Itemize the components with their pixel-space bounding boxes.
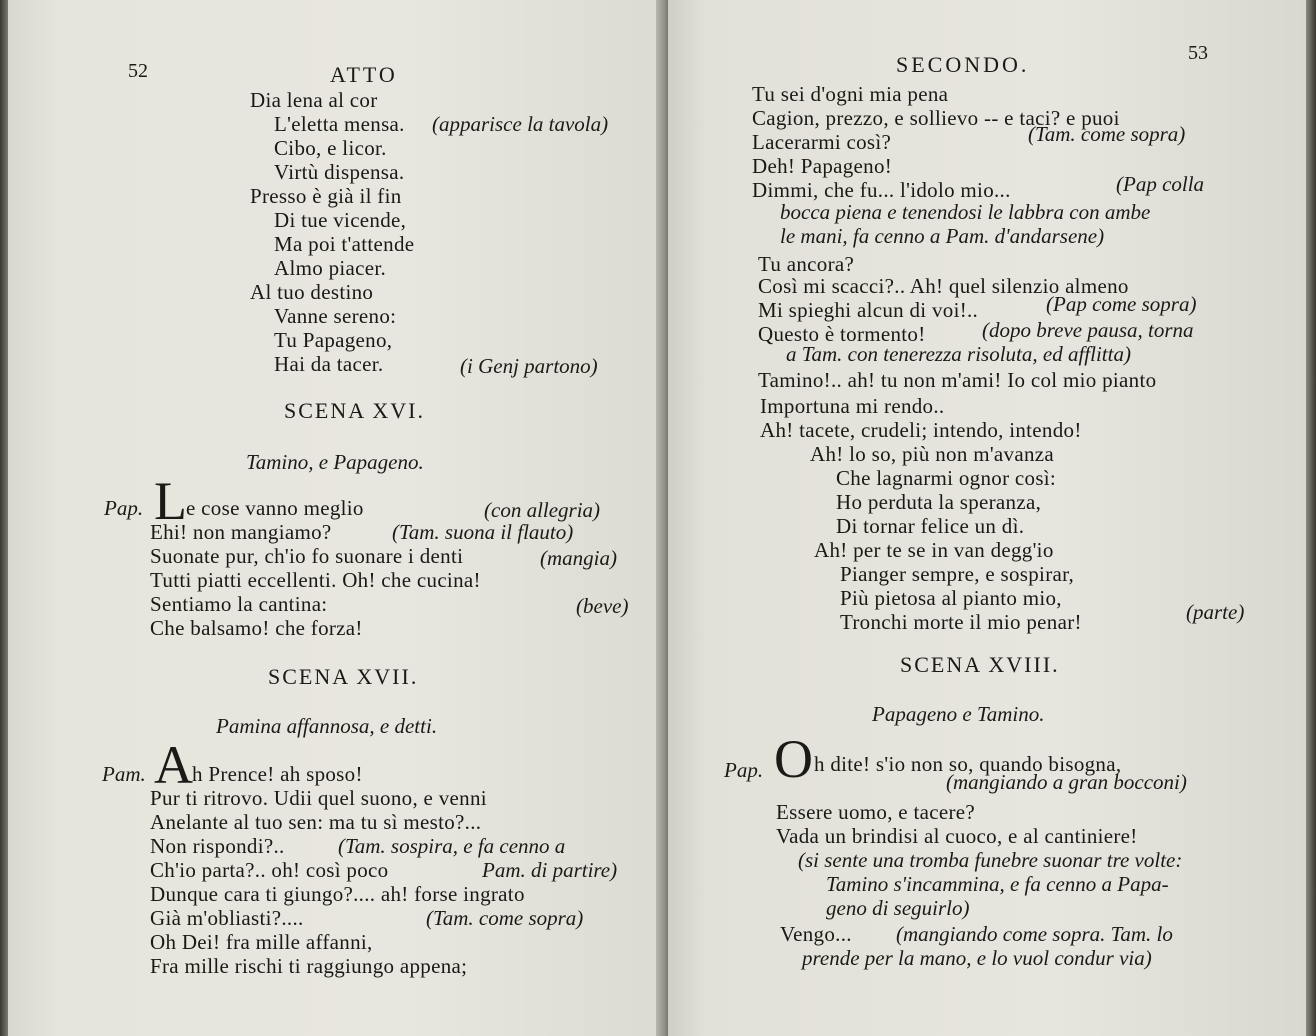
dialogue-line: Cagion, prezzo, e sollievo -- e taci? e puoi xyxy=(752,106,1120,130)
right-page xyxy=(668,0,1308,1036)
dialogue-line: Ehi! non mangiamo? xyxy=(150,520,332,544)
stage-direction: a Tam. con tenerezza risoluta, ed afflitta) xyxy=(786,342,1131,366)
dialogue-line: Tamino!.. ah! tu non m'ami! Io col mio pianto xyxy=(758,368,1157,392)
verse-line: Vanne sereno: xyxy=(274,304,397,328)
verse-line: Cibo, e licor. xyxy=(274,136,387,160)
dialogue-line: Così mi scacci?.. Ah! quel silenzio almeno xyxy=(758,274,1129,298)
dialogue-line: Questo è tormento! xyxy=(758,322,926,346)
dialogue-line: Suonate pur, ch'io fo suonare i denti xyxy=(150,544,464,568)
dialogue-line: Ch'io parta?.. oh! così poco xyxy=(150,858,389,882)
speaker-label: Pam. xyxy=(102,762,146,786)
stage-direction: (con allegria) xyxy=(484,498,601,522)
dialogue-line: Vengo... xyxy=(780,922,852,946)
verse-line: Virtù dispensa. xyxy=(274,160,405,184)
verse-line: Ah! per te se in van degg'io xyxy=(814,538,1054,562)
verse-line: Tu Papageno, xyxy=(274,328,393,352)
stage-direction: (si sente una tromba funebre suonar tre volte: xyxy=(798,848,1183,872)
verse-line: Ma poi t'attende xyxy=(274,232,415,256)
stage-direction: (Tam. come sopra) xyxy=(1028,122,1186,146)
stage-direction: Tamino s'incammina, e fa cenno a Papa- xyxy=(826,872,1169,896)
verse-line: Di tornar felice un dì. xyxy=(836,514,1025,538)
scene-characters: Tamino, e Papageno. xyxy=(246,450,424,474)
dialogue-line: Tutti piatti eccellenti. Oh! che cucina! xyxy=(150,568,481,592)
dialogue-line: Pur ti ritrovo. Udii quel suono, e venni xyxy=(150,786,487,810)
verse-line: Al tuo destino xyxy=(250,280,374,304)
dialogue-line: Tu sei d'ogni mia pena xyxy=(752,82,949,106)
dialogue-line: Deh! Papageno! xyxy=(752,154,893,178)
drop-cap: L xyxy=(154,471,187,531)
stage-direction: (Pap come sopra) xyxy=(1046,292,1197,316)
dialogue-line: Che balsamo! che forza! xyxy=(150,616,363,640)
stage-direction: geno di seguirlo) xyxy=(826,896,970,920)
scene-title: SCENA XVII. xyxy=(268,664,419,689)
stage-direction: (Tam. come sopra) xyxy=(426,906,584,930)
drop-cap: O xyxy=(774,729,813,789)
dialogue-line: Già m'obliasti?.... xyxy=(150,906,304,930)
dialogue-line: Importuna mi rendo.. xyxy=(760,394,945,418)
stage-direction: (mangiando a gran bocconi) xyxy=(946,770,1187,794)
stage-direction: (apparisce la tavola) xyxy=(432,112,609,136)
verse-line: Che lagnarmi ognor così: xyxy=(836,466,1057,490)
dialogue-line: Oh Dei! fra mille affanni, xyxy=(150,930,373,954)
verse-line: Dia lena al cor xyxy=(250,88,378,112)
dialogue-line: e cose vanno meglio xyxy=(186,496,364,520)
dialogue-line: h Prence! ah sposo! xyxy=(192,762,363,786)
stage-direction: (Pap colla xyxy=(1116,172,1205,196)
verse-line: Di tue vicende, xyxy=(274,208,407,232)
book-edge-right xyxy=(1306,0,1316,1036)
speaker-label: Pap. xyxy=(724,758,764,782)
drop-cap: A xyxy=(154,735,193,795)
speaker-label: Pap. xyxy=(104,496,144,520)
stage-direction: (dopo breve pausa, torna xyxy=(982,318,1194,342)
dialogue-line: Fra mille rischi ti raggiungo appena; xyxy=(150,954,468,978)
stage-direction: le mani, fa cenno a Pam. d'andarsene) xyxy=(780,224,1105,248)
stage-direction: (beve) xyxy=(576,594,629,618)
scene-title: SCENA XVI. xyxy=(284,398,426,423)
stage-direction: Pam. di partire) xyxy=(482,858,618,882)
verse-line: L'eletta mensa. xyxy=(274,112,405,136)
dialogue-line: h dite! s'io non so, quando bisogna, xyxy=(814,752,1122,776)
dialogue-line: Mi spieghi alcun di voi!.. xyxy=(758,298,979,322)
stage-direction: (Tam. sospira, e fa cenno a xyxy=(338,834,566,858)
verse-line: Hai da tacer. xyxy=(274,352,384,376)
dialogue-line: Essere uomo, e tacere? xyxy=(776,800,975,824)
dialogue-line: Vada un brindisi al cuoco, e al cantiniere! xyxy=(776,824,1138,848)
stage-direction: (mangia) xyxy=(540,546,617,570)
scene-characters: Papageno e Tamino. xyxy=(872,702,1045,726)
scene-title: SCENA XVIII. xyxy=(900,652,1060,677)
page-number: 52 xyxy=(128,60,148,82)
verse-line: Tronchi morte il mio penar! xyxy=(840,610,1082,634)
left-page xyxy=(8,0,664,1036)
verse-line: Pianger sempre, e sospirar, xyxy=(840,562,1075,586)
running-head: ATTO xyxy=(330,62,398,87)
verse-line: Almo piacer. xyxy=(274,256,387,280)
dialogue-line: Lacerarmi così? xyxy=(752,130,892,154)
stage-direction: (parte) xyxy=(1186,600,1245,624)
stage-direction: bocca piena e tenendosi le labbra con ambe xyxy=(780,200,1151,224)
verse-line: Presso è già il fin xyxy=(250,184,402,208)
dialogue-line: Non rispondi?.. xyxy=(150,834,285,858)
dialogue-line: Tu ancora? xyxy=(758,252,855,276)
verse-line: Più pietosa al pianto mio, xyxy=(840,586,1062,610)
dialogue-line: Sentiamo la cantina: xyxy=(150,592,328,616)
scene-characters: Pamina affannosa, e detti. xyxy=(216,714,438,738)
dialogue-line: Anelante al tuo sen: ma tu sì mesto?... xyxy=(150,810,482,834)
verse-line: Ho perduta la speranza, xyxy=(836,490,1042,514)
stage-direction: prende per la mano, e lo vuol condur via) xyxy=(802,946,1152,970)
dialogue-line: Dimmi, che fu... l'idolo mio... xyxy=(752,178,1011,202)
stage-direction: (mangiando come sopra. Tam. lo xyxy=(896,922,1173,946)
dialogue-line: Ah! tacete, crudeli; intendo, intendo! xyxy=(760,418,1082,442)
verse-line: Ah! lo so, più non m'avanza xyxy=(810,442,1055,466)
dialogue-line: Dunque cara ti giungo?.... ah! forse ingrato xyxy=(150,882,525,906)
page-number: 53 xyxy=(1188,42,1208,64)
stage-direction: (i Genj partono) xyxy=(460,354,598,378)
stage-direction: (Tam. suona il flauto) xyxy=(392,520,574,544)
running-head: SECONDO. xyxy=(896,52,1030,77)
